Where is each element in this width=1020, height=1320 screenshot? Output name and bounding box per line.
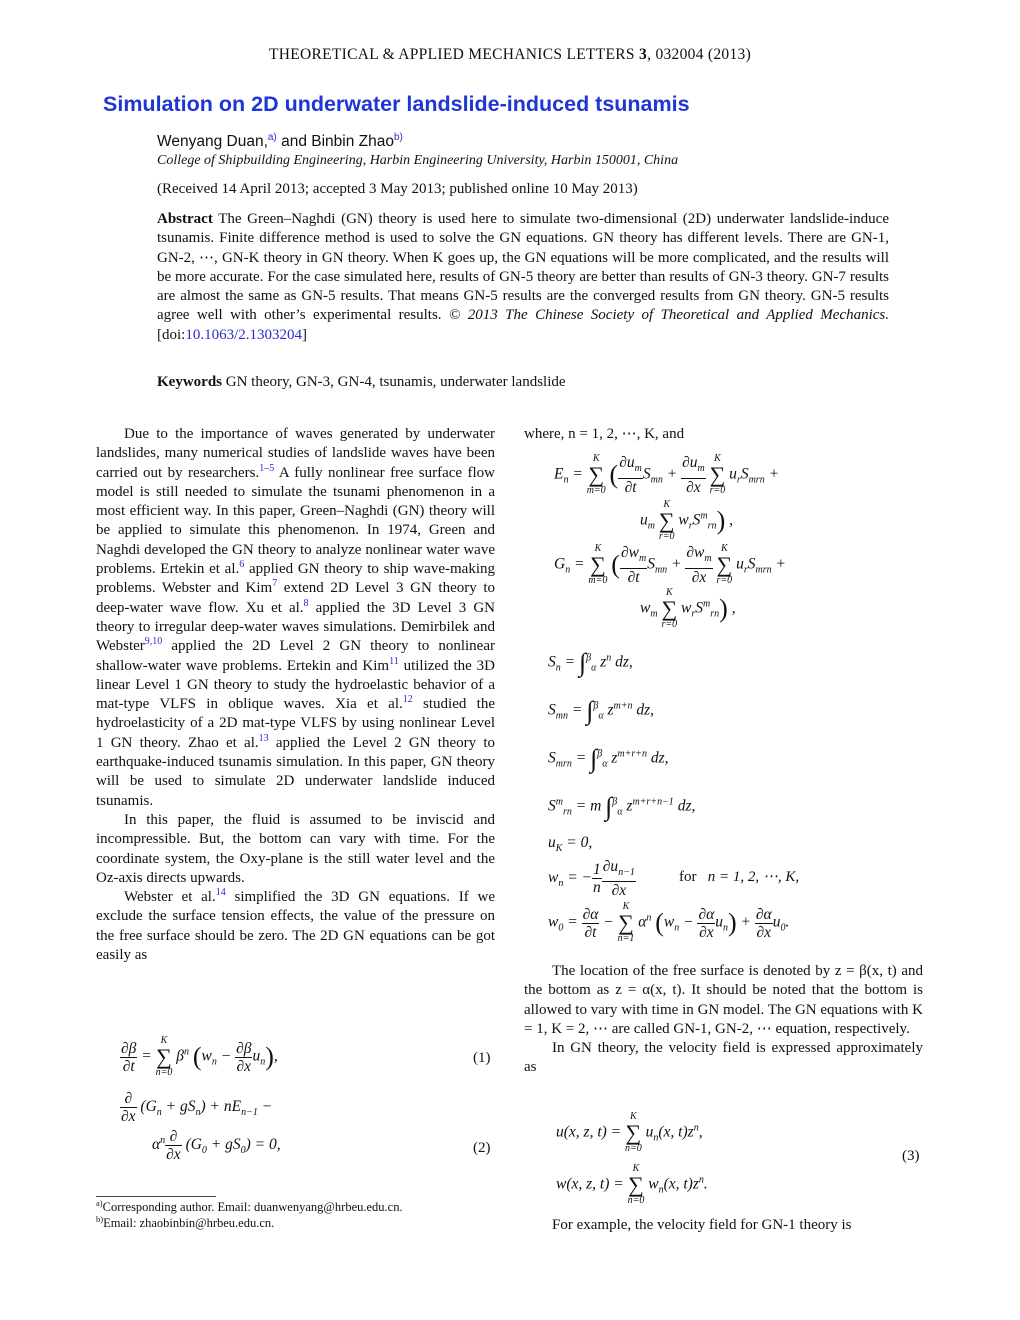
citation-link[interactable]: 1–5: [259, 462, 275, 474]
citation-link[interactable]: 8: [303, 597, 309, 609]
left-column-text: [96, 425, 495, 965]
example-paragraph: For example, the velocity field for GN-1 theory is: [552, 1217, 852, 1233]
range-condition: for n = 1, 2, ⋯, K,: [679, 869, 800, 885]
abstract-label: Abstract: [157, 211, 213, 227]
equation-1-number: (1): [473, 1050, 491, 1066]
footnote-a: $^{a)}$Corresponding author. Email: duanwenyang@hrbeu.edu.cn.: [96, 1198, 403, 1215]
equation-2-line-1: $\frac{\partial}{\partial x}$ $(G_n + gS_n) + nE_{n-1}$ −: [121, 1090, 273, 1125]
equation-2-line-2: $\alpha^n$ $\frac{\partial}{\partial x}$ $(G_0 + gS_0) = 0$,: [152, 1128, 281, 1163]
equation-3-w: w(x, z, t) = K ∑ n=0 $w_n(x$, $t)z^n$.: [556, 1163, 708, 1206]
doi-link[interactable]: 10.1063/2.1303204: [185, 326, 303, 343]
affiliation: College of Shipbuilding Engineering, Harbin Engineering University, Harbin 150001, China: [157, 153, 679, 168]
equation-Srn-m: $S^m_{rn} = m$ ∫$^\beta_\alpha$ $z^{m+r+n-1}$ dz,: [548, 792, 696, 821]
equation-En-line-2: $u_m$ K ∑ r=0 $w_rS^m_{rn}$) ,: [640, 499, 733, 542]
abstract-text: The Green–Naghdi (GN) theory is used here to simulate two-dimensional (2D) underwater landslide-induce tsunamis. Finite difference method is used to solve the GN equations. GN theory has different levels. There are GN-1, GN-2, ⋯, GN-K theory in GN theory. When K goes up, the GN equations will be more complicated, and the results will be more accurate. For the case simulated here, results of GN-5 theory are better than results of GN-3 theory. GN-7 results are almost the same as GN-5 results. That means GN-5 results are the converged results from GN theory. GN-5 results agree well with other’s experimental results.: [157, 211, 889, 324]
citation-link[interactable]: 13: [258, 732, 269, 744]
author-1: Wenyang Duan,: [157, 133, 268, 151]
author-2-footnote-link[interactable]: b): [394, 132, 403, 143]
keywords: Keywords GN theory, GN-3, GN-4, tsunamis, underwater landslide: [157, 374, 566, 390]
author-2: Binbin Zhao: [311, 133, 394, 151]
right-column-text-1: [524, 962, 923, 1078]
citation-link[interactable]: 9,10: [144, 636, 163, 648]
equation-2-number: (2): [473, 1140, 491, 1156]
equation-1: $\frac{\partial\beta}{\partial t}$ = K ∑ n=0 $\beta^n$ ($w_n$ − $\frac{\partial\beta}{\partial x}$ $u_n$),: [121, 1035, 278, 1078]
footnote-rule: [96, 1196, 216, 1197]
velocity-paragraph: In GN theory, the velocity field is expressed approximately as: [524, 1040, 923, 1076]
received-dates: (Received 14 April 2013; accepted 3 May 2013; published online 10 May 2013): [157, 181, 638, 197]
journal-header: THEORETICAL & APPLIED MECHANICS LETTERS 3, 032004 (2013): [268, 46, 752, 63]
citation-link[interactable]: 14: [215, 887, 226, 899]
paper-title: Simulation on 2D underwater landslide-induced tsunamis: [103, 92, 690, 116]
equation-3-u: u(x, z, t) = K ∑ n=0 $u_n(x$, $t)z^n$,: [556, 1111, 703, 1154]
copyright: © 2013 The Chinese Society of Theoretical and Applied Mechanics.: [448, 307, 889, 324]
citation-link[interactable]: 6: [239, 559, 245, 571]
citation-link[interactable]: 12: [402, 694, 413, 706]
equation-Smn: $S_{mn} = \int^\beta_\alpha$ $z^{m+n}$ dz,: [548, 696, 655, 725]
citation-link[interactable]: 7: [272, 578, 278, 590]
intro-paragraph: Due to the importance of waves generated by underwater landslides, many numerical studies of landslide waves have been carried out by researchers.$^{1-5}$ A fully nonlinear free surface flow model is still needed to simulate the tsunami phenomenon in a most efficient way. In this paper, Green–Naghdi (GN) theory will be applied to simulate this phenomenon. In 1974, Green and Naghdi developed the GN theory to analyze nonlinear water wave problems. Ertekin et al.$^6$ applied GN theory to ship wave-making problems. Webster and Kim$^7$ extend 2D Level 3 GN theory to deep-water wave flow. Xu et al.$^8$ applied the 3D Level 3 GN theory to irregular deep-water waves simulations. Demirbilek and Webster$^{9,10}$ applied the 2D Level 2 GN theory to nonlinear shallow-water wave problems. Ertekin and Kim$^{11}$ utilized the 3D linear Level 1 GN theory to study the hydroelastic behavior of a mat-type VLFS in oblique waves. Xia et al.$^{12}$ studied the hydroelasticity of a 2D mat-type VLFS by using nonlinear Level 1 GN theory. Zhao et al.$^{13}$ applied the Level 2 GN theory to earthquake-induced tsunamis simulation. In this paper, GN theory will be used to simulate 2D underwater landslide induced tsunamis.: [96, 426, 495, 809]
abstract: Abstract The Green–Naghdi (GN) theory is used here to simulate two-dimensional (2D) underwater landslide-induce tsunamis. Finite difference method is used to solve the GN equations. GN theory has different levels. There are GN-1, GN-2, ⋯, GN-K theory in GN theory. When K goes up, the GN equations will be more complicated, and the results will be more accurate. For the case simulated here, results of GN-5 theory are better than results of GN-3 theory. GN-7 results are almost the same as GN-5 results. That means GN-5 results are the converged results from GN theory. GN-5 results agree well with other’s experimental results. © 2013 The Chinese Society of Theoretical and Applied Mechanics. [doi:10.1063/2.1303204]: [157, 211, 889, 343]
equation-uK: $u_K = 0$,: [548, 834, 593, 855]
assumption-paragraph: In this paper, the fluid is assumed to be inviscid and incompressible. But, the bottom can vary with time. For the coordinate system, the Oxy-plane is the still water level and the Oz-axis directs upwards.: [96, 811, 495, 886]
citation-link[interactable]: 11: [389, 655, 399, 667]
free-surface-paragraph: The location of the free surface is denoted by z = β(x, t) and the bottom as z = α(x, t). It should be noted that the bottom is allowed to vary with time in GN model. The GN equations with K = 1, K = 2, ⋯ are called GN-1, GN-2, ⋯ equation, respectively.: [524, 963, 923, 1037]
equation-w0: $w_0$ = $\frac{\partial\alpha}{\partial t}$ − K ∑ n=1 $\alpha^n$ ($w_n$ − $\frac{\partial\alpha}{\partial x}$ $u_n$) + $\frac{\partial\alpha}{\partial x}$ $u_0$.: [548, 901, 790, 944]
equation-3-number: (3): [902, 1148, 920, 1164]
author-1-footnote-link[interactable]: a): [267, 132, 277, 143]
right-column-text-2: [524, 1216, 923, 1235]
author-list: Wenyang Duan,$^{a)}$ and Binbin Zhao$^{b)}$: [157, 132, 403, 151]
equation-wn: $w_n$ = − $\frac{1}{n}$ $\frac{\partial u_{n-1}}{\partial x}$: [548, 858, 635, 900]
equation-Gn-line-2: $w_m$ K ∑ r=0 $w_rS^m_{rn}$) ,: [640, 587, 736, 630]
equation-Gn-line-1: $G_n$ = K ∑ m=0 ( $\frac{\partial w_m}{\partial t}$ $S_{mn}$ + $\frac{\partial w_m}{\partial x}$ K ∑ r=0 $u_rS_{mrn}$ +: [554, 543, 786, 586]
equation-Sn: $S_n = \int^\beta_\alpha$ $z^n$ dz,: [548, 648, 633, 677]
equation-En-line-1: $E_n$ = K ∑ m=0 ( $\frac{\partial u_m}{\partial t}$ $S_{mn}$ + $\frac{\partial u_m}{\partial x}$ K ∑ r=0 $u_rS_{mrn}$ +: [554, 453, 780, 496]
equation-Smrn: $S_{mrn} = \int^\beta_\alpha$ $z^{m+r+n}$ dz,: [548, 744, 669, 773]
footnote-b: $^{b)}$Email: zhaobinbin@hrbeu.edu.cn.: [96, 1214, 275, 1231]
where-clause: where, n = 1, 2, ⋯, K, and: [524, 426, 685, 442]
gn-equations-paragraph: Webster et al.$^{14}$ simplified the 3D GN equations. If we exclude the surface tension effects, the value of the pressure on the free surface should be zero. The 2D GN equations can be got easily as: [96, 887, 495, 964]
